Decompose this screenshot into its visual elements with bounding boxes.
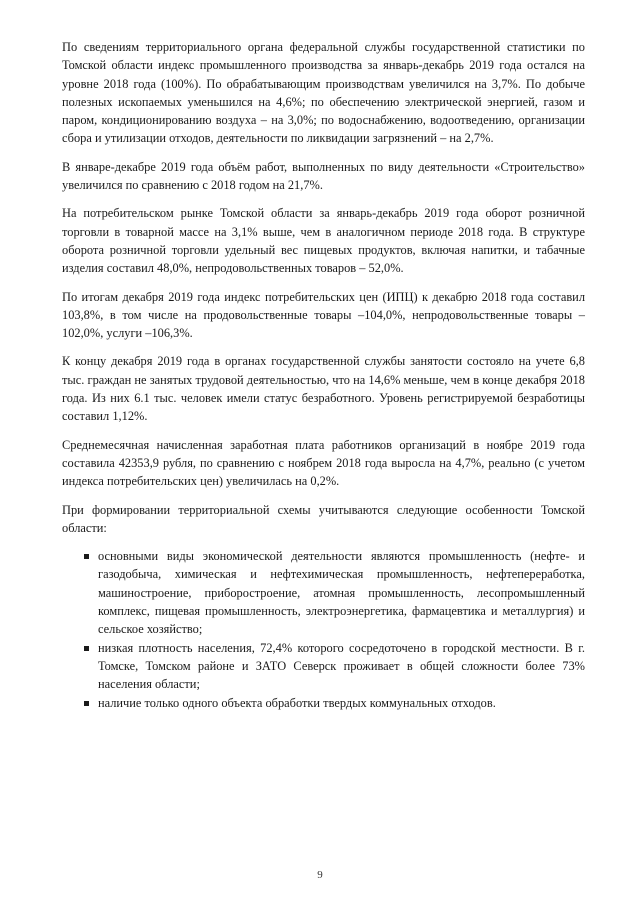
list-item-text: низкая плотность населения, 72,4% которого сосредоточено в городской местности. В г. Томске, Томском районе и ЗАТО Северск проживает в общей сложности более 73% населения области; xyxy=(98,640,585,692)
paragraph-retail: На потребительском рынке Томской области за январь-декабрь 2019 года оборот розничной торговли в товарной массе на 3,1% выше, чем в аналогичном периоде 2018 года. В структуре оборота розничной торговли удельный вес пищевых продуктов, включая напитки, и табачные изделия составил 48,0%, непродовольственных товаров – 52,0%. xyxy=(62,206,585,276)
paragraph-employment: К концу декабря 2019 года в органах государственной службы занятости состояло на учете 6,8 тыс. граждан не занятых трудовой деятельностью, что на 14,6% меньше, чем в конце декабря 2018 года. Из них 6.1 тыс. человек имели статус безработного. Уровень регистрируемой безработицы составил 1,12%. xyxy=(62,354,585,424)
paragraph-construction: В январе-декабре 2019 года объём работ, выполненных по виду деятельности «Строительство» увеличился по сравнению с 2018 годом на 21,7%. xyxy=(62,159,585,193)
page-number: 9 xyxy=(317,869,323,881)
list-item-text: наличие только одного объекта обработки твердых коммунальных отходов. xyxy=(98,695,496,710)
square-bullet-icon xyxy=(84,646,89,651)
paragraph-industrial-index: По сведениям территориального органа федеральной службы государственной статистики по Томской области индекс промышленного производства за январь-декабрь 2019 года остался на уровне 2018 года (100%). По обрабатывающим производствам увеличился на 3,7%. По добыче полезных ископаемых уменьшился на 4,6%; по обеспечению электрической энергией, газом и паром, кондиционированию воздуха – на 3,0%; по водоснабжению, водоотведению, организации сбора и утилизации отходов, деятельности по ликвидации загрязнений – на 2,7%. xyxy=(62,40,585,146)
paragraph-wages: Среднемесячная начисленная заработная плата работников организаций в ноябре 2019 года составила 42353,9 рубля, по сравнению с ноябрем 2018 года выросла на 4,7%, реально (с учетом индекса потребительских цен) увеличилась на 0,2%. xyxy=(62,437,585,489)
paragraph-features-intro: При формировании территориальной схемы учитываются следующие особенности Томской области: xyxy=(62,502,585,535)
features-list xyxy=(62,547,585,712)
list-item xyxy=(62,694,585,712)
list-item xyxy=(62,639,585,694)
paragraph-cpi: По итогам декабря 2019 года индекс потребительских цен (ИПЦ) к декабрю 2018 года составил 103,8%, в том числе на продовольственные товары –104,0%, непродовольственные товары –102,0%, услуги –106,3%. xyxy=(62,289,585,341)
square-bullet-icon xyxy=(84,701,89,706)
list-item-text: основными виды экономической деятельности являются промышленность (нефте- и газодобыча, химическая и нефтехимическая промышленность, нефтепереработка, машиностроение, приборостроение, атомная промышленность, лесопромышленный комплекс, пищевая промышленность, электроэнергетика, фармацевтика и металлургия) и сельское хозяйство; xyxy=(98,549,585,637)
square-bullet-icon xyxy=(84,554,89,559)
list-item xyxy=(62,547,585,638)
document-page xyxy=(62,38,585,712)
